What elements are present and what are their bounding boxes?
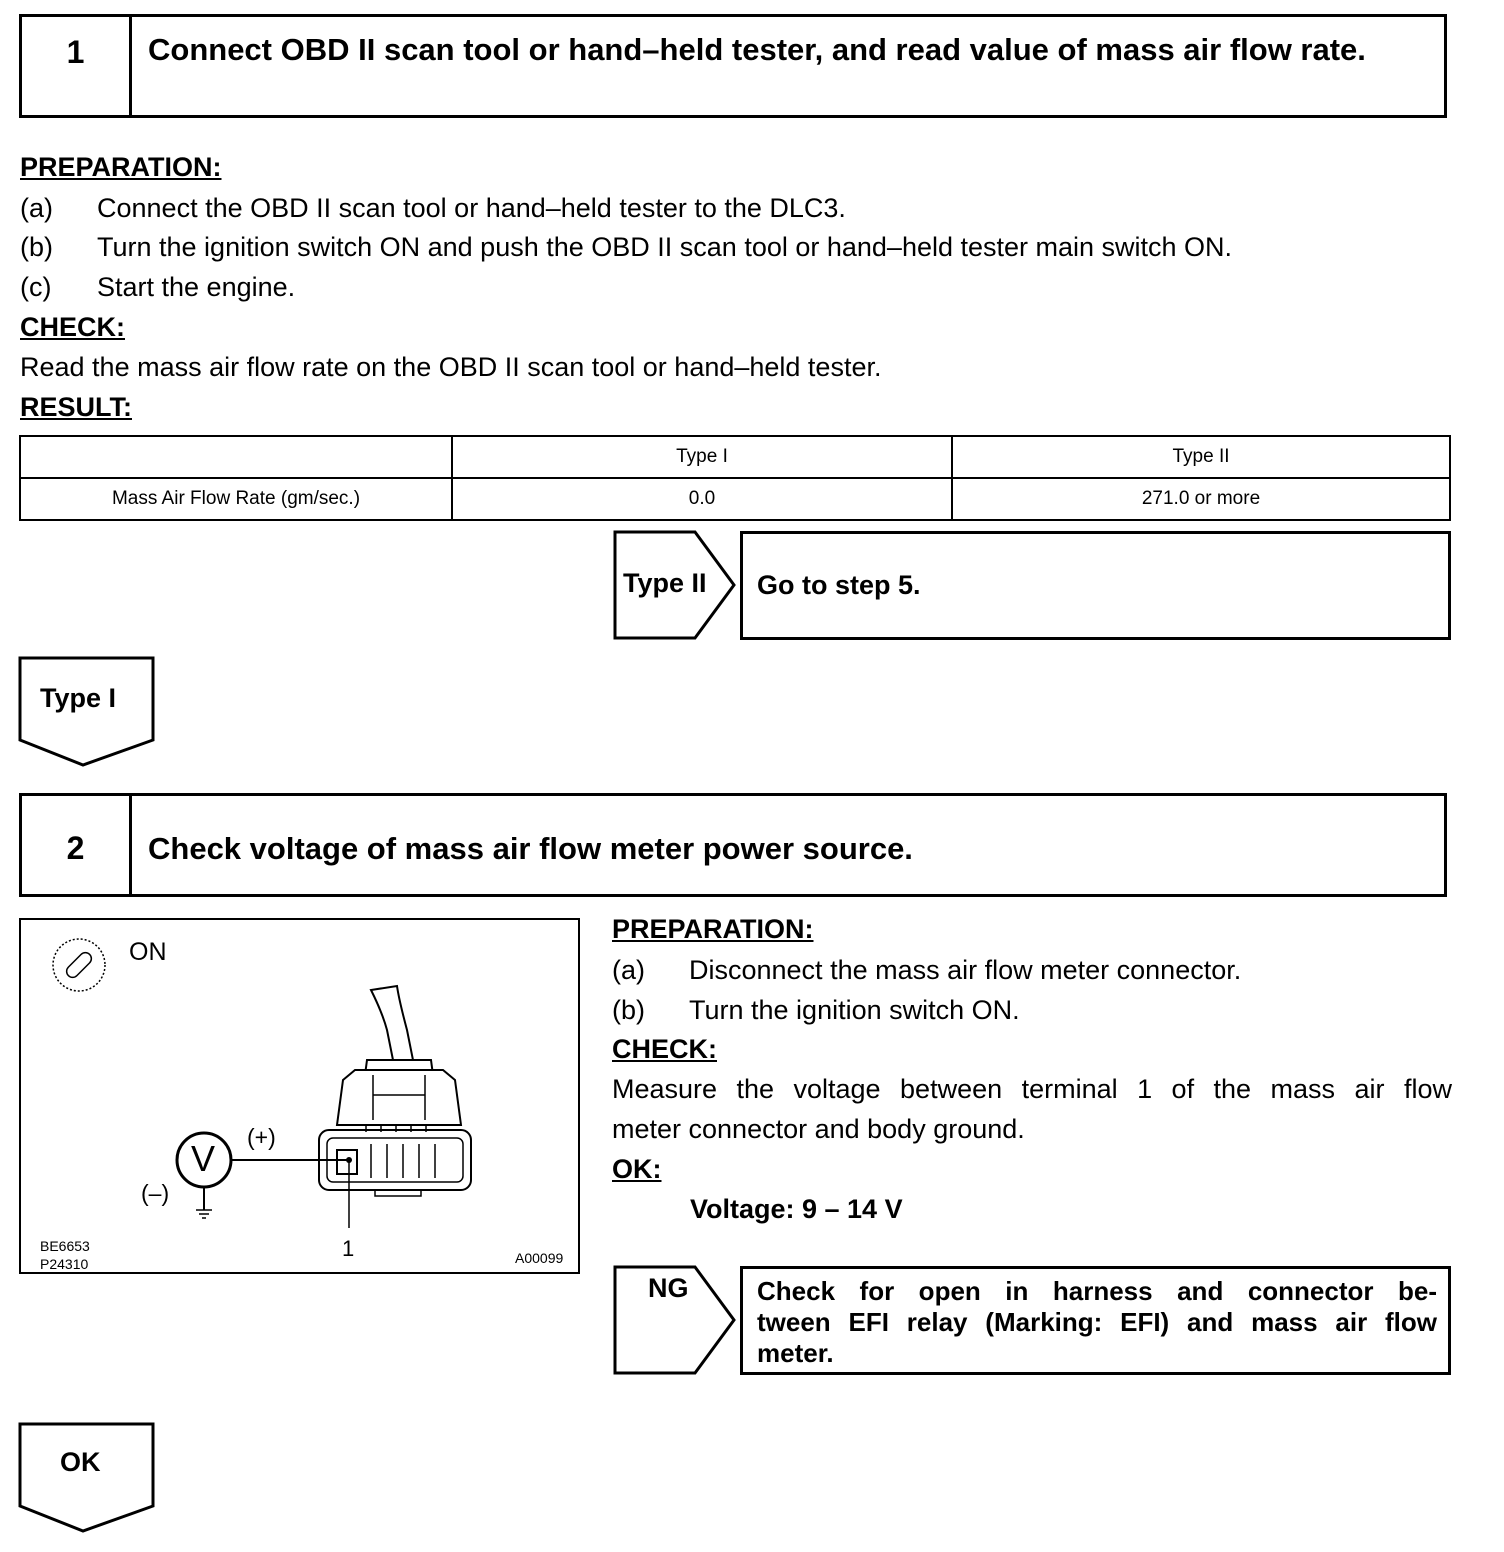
step1-prep-item-a: [20, 193, 846, 224]
ng-result-line2: tween EFI relay (Marking: EFI) and mass air flow: [757, 1307, 1437, 1337]
table-header-cell: Type I: [452, 436, 952, 478]
type2-result-text: Go to step 5.: [757, 570, 921, 600]
step2-preparation-header: PREPARATION:: [612, 914, 814, 944]
step1-number: 1: [22, 17, 132, 115]
step1-prep-item-b: [20, 232, 1232, 263]
figure-code-3: A00099: [515, 1250, 564, 1266]
step1-result-header: RESULT:: [20, 392, 132, 422]
step1-check-header: CHECK:: [20, 312, 125, 342]
step2-check-line2: meter connector and body ground.: [612, 1114, 1025, 1144]
ng-result-line3: meter.: [757, 1338, 834, 1368]
ignition-on-label: ON: [129, 938, 167, 966]
step1-prep-b-label: (b): [20, 232, 53, 262]
step2-header-box: [19, 793, 1447, 897]
step2-ok-value: Voltage: 9 – 14 V: [690, 1194, 903, 1224]
step2-title: Check voltage of mass air flow meter power source.: [148, 831, 913, 866]
figure-code-2: P24310: [40, 1256, 89, 1272]
ng-branch-label: NG: [648, 1273, 689, 1303]
step1-prep-item-c: [20, 272, 295, 303]
ng-result-box: [740, 1266, 1451, 1375]
figure-code-1: BE6653: [40, 1238, 90, 1254]
step1-prep-c-label: (c): [20, 272, 52, 302]
step2-prep-item-a: [612, 955, 1241, 986]
connector-drawing: [21, 920, 578, 1272]
ignition-key-icon: [53, 939, 105, 991]
step1-prep-a-label: (a): [20, 193, 53, 223]
type2-branch-label: Type II: [623, 568, 707, 598]
step2-prep-a-text: Disconnect the mass air flow meter connector.: [689, 955, 1242, 985]
table-cell: 271.0 or more: [952, 478, 1450, 520]
step2-number: 2: [22, 796, 132, 894]
step2-check-header: CHECK:: [612, 1034, 717, 1064]
ok-arrow-shape: [17, 1421, 157, 1536]
type1-branch-label: Type I: [40, 683, 117, 713]
minus-label: (–): [141, 1180, 170, 1206]
type2-result-box: [740, 531, 1451, 640]
step1-header-box: [19, 14, 1447, 118]
table-header-cell: Type II: [952, 436, 1450, 478]
step1-check-text: Read the mass air flow rate on the OBD II scan tool or hand–held tester.: [20, 352, 882, 382]
table-header-cell: [20, 436, 452, 478]
step1-preparation-header: PREPARATION:: [20, 152, 222, 182]
step2-ok-header: OK:: [612, 1154, 662, 1184]
terminal-label: 1: [342, 1236, 355, 1261]
step2-prep-item-b: [612, 995, 1020, 1026]
step2-prep-b-text: Turn the ignition switch ON.: [689, 995, 1020, 1025]
step1-prep-b-text: Turn the ignition switch ON and push the OBD II scan tool or hand–held tester main switch ON.: [97, 232, 1233, 262]
ok-branch-label: OK: [60, 1447, 101, 1477]
step2-prep-a-label: (a): [612, 955, 645, 985]
step1-prep-a-text: Connect the OBD II scan tool or hand–held tester to the DLC3.: [97, 193, 846, 223]
step1-prep-c-text: Start the engine.: [97, 272, 296, 302]
table-cell: Mass Air Flow Rate (gm/sec.): [20, 478, 452, 520]
connector-diagram: [19, 918, 580, 1274]
step1-title: Connect OBD II scan tool or hand–held tester, and read value of mass air flow rate.: [148, 32, 1366, 67]
ng-result-line1: Check for open in harness and connector be-: [757, 1276, 1437, 1306]
table-row: [20, 478, 1450, 520]
result-table: [19, 435, 1451, 521]
step2-check-line1: Measure the voltage between terminal 1 of the mass air flow: [612, 1074, 1452, 1104]
table-header-row: [20, 436, 1450, 478]
plus-label: (+): [247, 1124, 276, 1150]
voltmeter-symbol: V: [191, 1138, 216, 1179]
step2-prep-b-label: (b): [612, 995, 645, 1025]
table-cell: 0.0: [452, 478, 952, 520]
